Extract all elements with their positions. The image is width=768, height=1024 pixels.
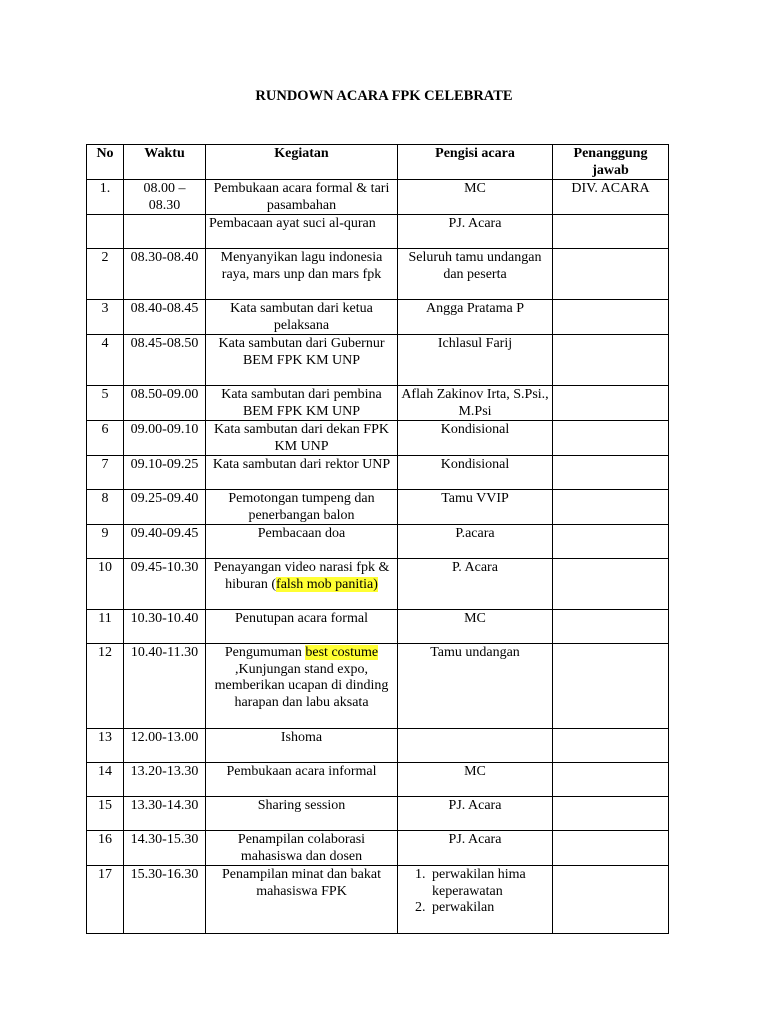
- table-header-row: [87, 145, 669, 180]
- cell-no: 5: [87, 386, 124, 421]
- header-pengisi: Pengisi acara: [398, 145, 553, 180]
- cell-no: 6: [87, 421, 124, 456]
- cell-pengisi: PJ. Acara: [398, 797, 553, 831]
- cell-waktu: 15.30-16.30: [124, 866, 206, 934]
- cell-kegiatan: [206, 559, 398, 610]
- cell-pengisi: PJ. Acara: [398, 215, 553, 249]
- cell-kegiatan: Kata sambutan dari pembina BEM FPK KM UNP: [206, 386, 398, 421]
- cell-kegiatan: Kata sambutan dari dekan FPK KM UNP: [206, 421, 398, 456]
- highlighted-text: best costume: [305, 645, 379, 660]
- table-row: [87, 763, 669, 797]
- cell-pj: [553, 249, 669, 300]
- document-title: RUNDOWN ACARA FPK CELEBRATE: [255, 88, 513, 104]
- table-row: [87, 559, 669, 610]
- cell-pengisi: PJ. Acara: [398, 831, 553, 866]
- cell-waktu: 08.00 – 08.30: [124, 180, 206, 215]
- cell-no: 11: [87, 610, 124, 644]
- table-row: [87, 215, 669, 249]
- cell-pj: [553, 763, 669, 797]
- cell-waktu: 09.25-09.40: [124, 490, 206, 525]
- cell-waktu: 13.30-14.30: [124, 797, 206, 831]
- table-row: [87, 797, 669, 831]
- cell-waktu: 14.30-15.30: [124, 831, 206, 866]
- table-row: [87, 831, 669, 866]
- cell-kegiatan: Pembacaan doa: [206, 525, 398, 559]
- cell-pj: [553, 421, 669, 456]
- cell-kegiatan: Pembukaan acara formal & tari pasambahan: [206, 180, 398, 215]
- list-item: 2. perwakilan: [429, 900, 549, 917]
- cell-pengisi: Aflah Zakinov Irta, S.Psi., M.Psi: [398, 386, 553, 421]
- table-row: [87, 729, 669, 763]
- cell-pj: [553, 559, 669, 610]
- cell-no: 1.: [87, 180, 124, 215]
- cell-waktu: 09.45-10.30: [124, 559, 206, 610]
- cell-no: 7: [87, 456, 124, 490]
- cell-no: 4: [87, 335, 124, 386]
- header-waktu: Waktu: [124, 145, 206, 180]
- cell-pj: [553, 831, 669, 866]
- cell-kegiatan: Pembacaan ayat suci al-quran: [206, 215, 398, 249]
- pengisi-list: [401, 867, 549, 917]
- header-kegiatan: Kegiatan: [206, 145, 398, 180]
- cell-pj: [553, 300, 669, 335]
- cell-pj: [553, 386, 669, 421]
- cell-no: 10: [87, 559, 124, 610]
- cell-waktu: 10.30-10.40: [124, 610, 206, 644]
- cell-pengisi: Kondisional: [398, 456, 553, 490]
- kegiatan-text: Pengumuman: [224, 645, 306, 660]
- cell-pj: [553, 797, 669, 831]
- cell-no: 13: [87, 729, 124, 763]
- header-no: No: [87, 145, 124, 180]
- cell-pj: [553, 866, 669, 934]
- cell-no: 14: [87, 763, 124, 797]
- cell-waktu: 09.40-09.45: [124, 525, 206, 559]
- cell-no: 17: [87, 866, 124, 934]
- table-row: [87, 421, 669, 456]
- table-row: [87, 866, 669, 934]
- table-row: [87, 300, 669, 335]
- cell-pengisi: MC: [398, 180, 553, 215]
- table-row: [87, 335, 669, 386]
- cell-kegiatan: Kata sambutan dari rektor UNP: [206, 456, 398, 490]
- cell-waktu: 08.40-08.45: [124, 300, 206, 335]
- cell-pengisi: MC: [398, 763, 553, 797]
- cell-waktu: 08.30-08.40: [124, 249, 206, 300]
- table-row: [87, 490, 669, 525]
- cell-kegiatan: Sharing session: [206, 797, 398, 831]
- cell-kegiatan: Kata sambutan dari Gubernur BEM FPK KM UNP: [206, 335, 398, 386]
- cell-pengisi: P.acara: [398, 525, 553, 559]
- cell-waktu: [124, 215, 206, 249]
- cell-waktu: 08.45-08.50: [124, 335, 206, 386]
- cell-pj: [553, 490, 669, 525]
- list-item: 1. perwakilan hima keperawatan: [429, 867, 549, 900]
- cell-no: 16: [87, 831, 124, 866]
- table-row: [87, 386, 669, 421]
- cell-no: 9: [87, 525, 124, 559]
- kegiatan-text: Penayangan video narasi fpk & hiburan (: [213, 560, 390, 592]
- cell-waktu: 10.40-11.30: [124, 644, 206, 729]
- cell-pengisi: Seluruh tamu undangan dan peserta: [398, 249, 553, 300]
- cell-no: 15: [87, 797, 124, 831]
- cell-kegiatan: Pemotongan tumpeng dan penerbangan balon: [206, 490, 398, 525]
- cell-no: [87, 215, 124, 249]
- cell-no: 2: [87, 249, 124, 300]
- cell-pengisi: Tamu VVIP: [398, 490, 553, 525]
- cell-waktu: 09.00-09.10: [124, 421, 206, 456]
- table-row: [87, 456, 669, 490]
- cell-kegiatan: Menyanyikan lagu indonesia raya, mars unp dan mars fpk: [206, 249, 398, 300]
- cell-waktu: 12.00-13.00: [124, 729, 206, 763]
- cell-kegiatan: Penutupan acara formal: [206, 610, 398, 644]
- cell-waktu: 09.10-09.25: [124, 456, 206, 490]
- cell-kegiatan: [206, 644, 398, 729]
- table-row: [87, 525, 669, 559]
- cell-pj: DIV. ACARA: [553, 180, 669, 215]
- cell-no: 12: [87, 644, 124, 729]
- cell-pj: [553, 644, 669, 729]
- table-row: [87, 610, 669, 644]
- cell-waktu: 13.20-13.30: [124, 763, 206, 797]
- cell-no: 3: [87, 300, 124, 335]
- cell-pengisi: P. Acara: [398, 559, 553, 610]
- cell-pengisi: Angga Pratama P: [398, 300, 553, 335]
- cell-waktu: 08.50-09.00: [124, 386, 206, 421]
- cell-pj: [553, 610, 669, 644]
- cell-pj: [553, 729, 669, 763]
- table-row: [87, 644, 669, 729]
- cell-pengisi: Kondisional: [398, 421, 553, 456]
- cell-pengisi: [398, 866, 553, 934]
- cell-pj: [553, 456, 669, 490]
- table-row: [87, 180, 669, 215]
- header-pj: Penanggung jawab: [553, 145, 669, 180]
- table-row: [87, 249, 669, 300]
- cell-pj: [553, 215, 669, 249]
- cell-pengisi: Tamu undangan: [398, 644, 553, 729]
- kegiatan-text-rest: ,Kunjungan stand expo, memberikan ucapan di dinding harapan dan labu aksata: [214, 661, 389, 710]
- cell-kegiatan: Kata sambutan dari ketua pelaksana: [206, 300, 398, 335]
- cell-kegiatan: Penampilan colaborasi mahasiswa dan dosen: [206, 831, 398, 866]
- highlighted-text: falsh mob panitia): [276, 576, 378, 592]
- cell-kegiatan: Ishoma: [206, 729, 398, 763]
- cell-pengisi: Ichlasul Farij: [398, 335, 553, 386]
- rundown-table: [86, 144, 669, 934]
- cell-kegiatan: Pembukaan acara informal: [206, 763, 398, 797]
- cell-pengisi: MC: [398, 610, 553, 644]
- cell-pengisi: [398, 729, 553, 763]
- cell-pj: [553, 525, 669, 559]
- cell-no: 8: [87, 490, 124, 525]
- cell-pj: [553, 335, 669, 386]
- cell-kegiatan: Penampilan minat dan bakat mahasiswa FPK: [206, 866, 398, 934]
